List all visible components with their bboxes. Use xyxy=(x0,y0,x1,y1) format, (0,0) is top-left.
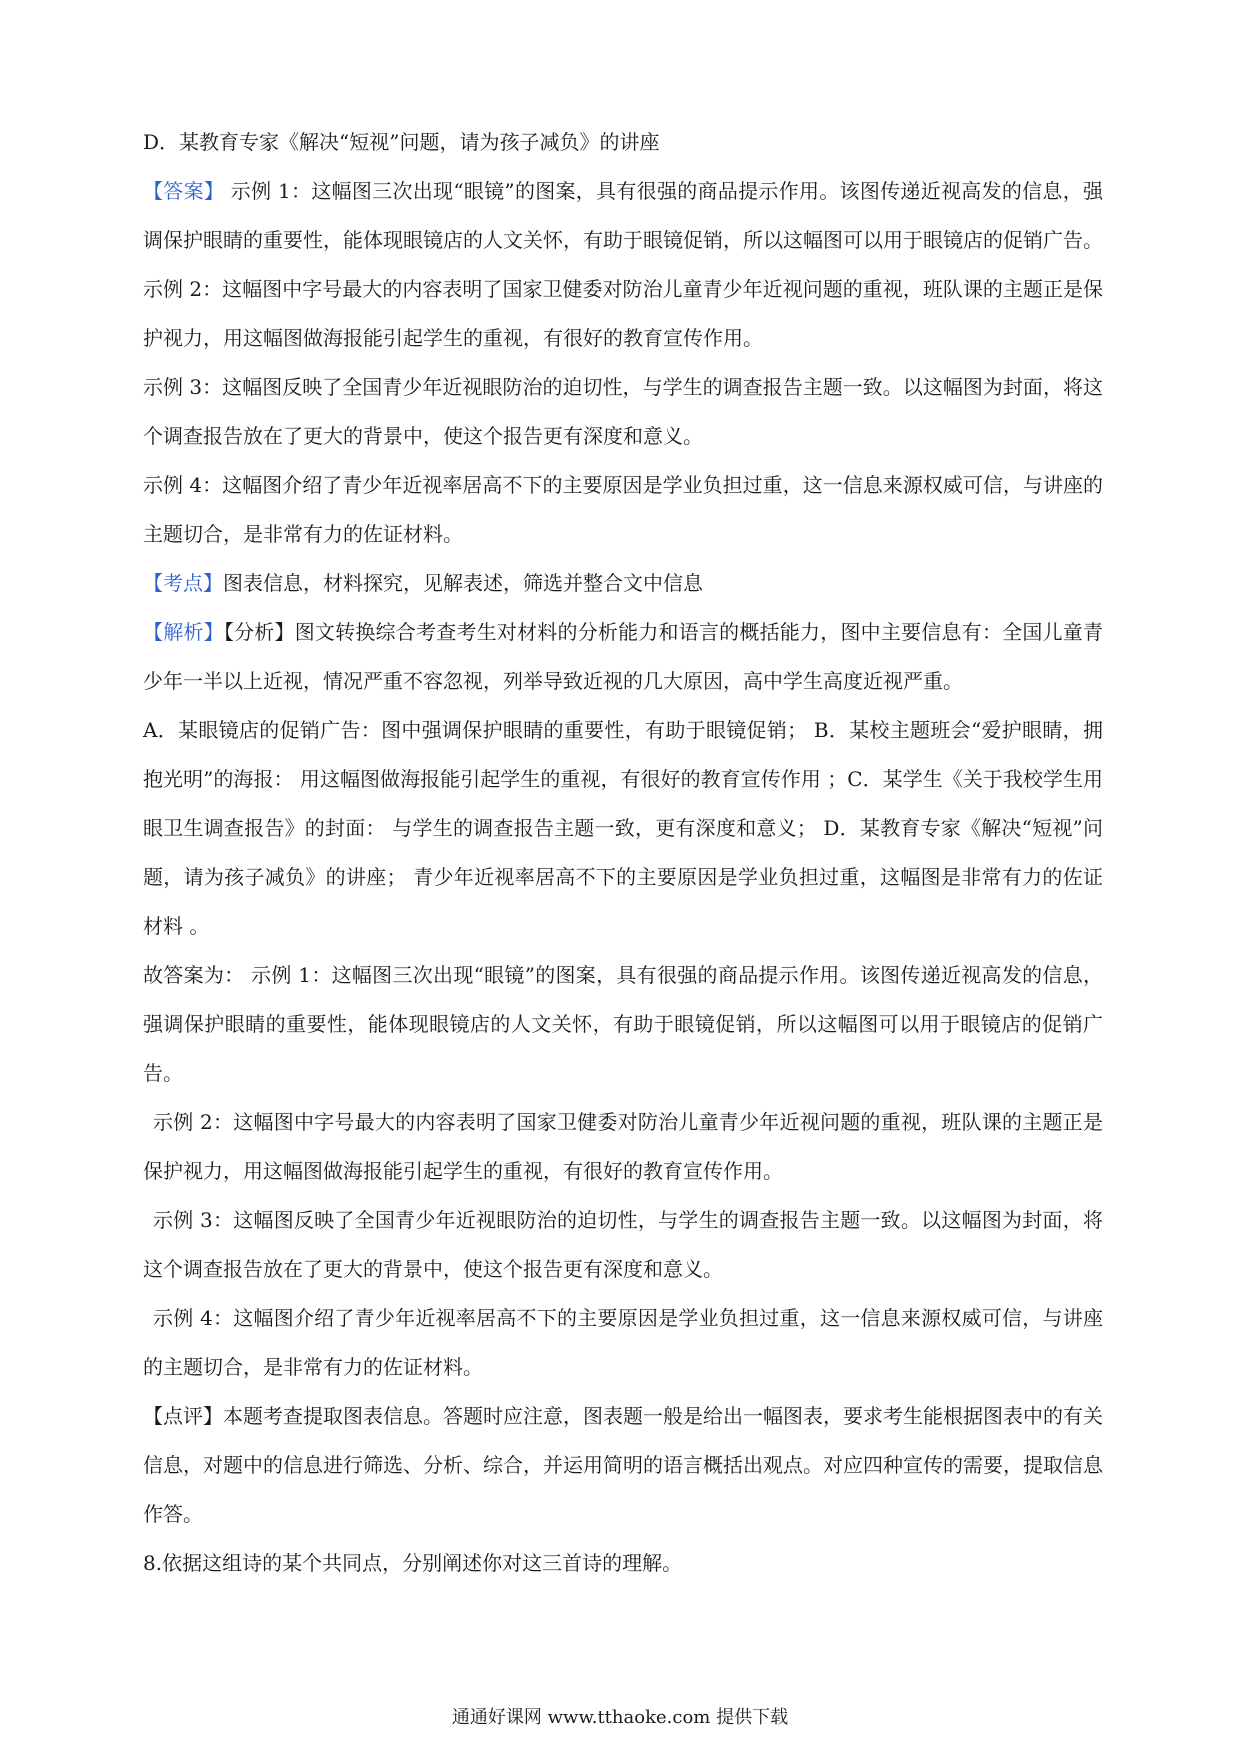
answer-paragraph-1 xyxy=(143,167,1103,265)
conclusion-paragraph-3 xyxy=(143,1196,1103,1294)
question-8 xyxy=(143,1539,1103,1588)
conclusion-example-2: 示例 2：这幅图中字号最大的内容表明了国家卫健委对防治儿童青少年近视问题的重视，班队课的主题正是保护视力，用这幅图做海报能引起学生的重视，有很好的教育宣传作用。 xyxy=(143,1110,1103,1183)
analysis-options-paragraph xyxy=(143,706,1103,951)
option-d-text: D．某教育专家《解决“短视”问题，请为孩子减负》的讲座 xyxy=(143,130,660,154)
kaodian-text: 图表信息，材料探究，见解表述，筛选并整合文中信息 xyxy=(223,571,703,595)
jiexi-paragraph xyxy=(143,608,1103,706)
conclusion-example-1: 故答案为： 示例 1：这幅图三次出现“眼镜”的图案，具有很强的商品提示作用。该图传递近视高发的信息，强调保护眼睛的重要性，能体现眼镜店的人文关怀，有助于眼镜促销，所以这幅图可以用于眼镜店的促销广告。 xyxy=(143,963,1103,1085)
analysis-options-text: A．某眼镜店的促销广告：图中强调保护眼睛的重要性，有助于眼镜促销； B．某校主题班会“爱护眼睛，拥抱光明”的海报： 用这幅图做海报能引起学生的重视，有很好的教育宣传作用 ；C．某学生《关于我校学生用眼卫生调查报告》的封面： 与学生的调查报告主题一致，更有深度和意义； D．某教育专家《解决“短视”问题，请为孩子减负》的讲座； 青少年近视率居高不下的主要原因是学业负担过重，这幅图是非常有力的佐证材料 。 xyxy=(143,718,1103,938)
option-d-line xyxy=(143,118,1103,167)
answer-example-3: 示例 3：这幅图反映了全国青少年近视眼防治的迫切性，与学生的调查报告主题一致。以这幅图为封面，将这个调查报告放在了更大的背景中，使这个报告更有深度和意义。 xyxy=(143,375,1103,448)
conclusion-paragraph-1 xyxy=(143,951,1103,1098)
conclusion-example-4: 示例 4：这幅图介绍了青少年近视率居高不下的主要原因是学业负担过重，这一信息来源权威可信，与讲座的主题切合，是非常有力的佐证材料。 xyxy=(143,1306,1103,1379)
dianping-paragraph xyxy=(143,1392,1103,1539)
answer-example-4: 示例 4：这幅图介绍了青少年近视率居高不下的主要原因是学业负担过重，这一信息来源权威可信，与讲座的主题切合，是非常有力的佐证材料。 xyxy=(143,473,1103,546)
jiexi-tag: 【解析】 xyxy=(143,620,224,644)
conclusion-example-3: 示例 3：这幅图反映了全国青少年近视眼防治的迫切性，与学生的调查报告主题一致。以这幅图为封面，将这个调查报告放在了更大的背景中，使这个报告更有深度和意义。 xyxy=(143,1208,1103,1281)
dianping-text: 【点评】本题考查提取图表信息。答题时应注意，图表题一般是给出一幅图表，要求考生能根据图表中的有关信息，对题中的信息进行筛选、分析、综合，并运用简明的语言概括出观点。对应四种宣传的需要，提取信息作答。 xyxy=(143,1404,1103,1526)
answer-example-1: 示例 1：这幅图三次出现“眼镜”的图案，具有很强的商品提示作用。该图传递近视高发的信息，强调保护眼睛的重要性，能体现眼镜店的人文关怀，有助于眼镜促销，所以这幅图可以用于眼镜店的促销广告。 xyxy=(143,179,1104,252)
question-8-text: 8.依据这组诗的某个共同点，分别阐述你对这三首诗的理解。 xyxy=(143,1551,683,1575)
conclusion-paragraph-2 xyxy=(143,1098,1103,1196)
page-footer xyxy=(0,1706,1240,1730)
answer-paragraph-4 xyxy=(143,461,1103,559)
document-page xyxy=(143,118,1103,1588)
answer-paragraph-2 xyxy=(143,265,1103,363)
answer-tag: 【答案】 xyxy=(143,179,225,203)
jiexi-text: 【分析】图文转换综合考查考生对材料的分析能力和语言的概括能力，图中主要信息有：全国儿童青少年一半以上近视，情况严重不容忽视，列举导致近视的几大原因，高中学生高度近视严重。 xyxy=(143,620,1104,693)
kaodian-paragraph xyxy=(143,559,1103,608)
answer-paragraph-3 xyxy=(143,363,1103,461)
footer-text: 通通好课网 www.tthaoke.com 提供下载 xyxy=(451,1707,789,1728)
conclusion-paragraph-4 xyxy=(143,1294,1103,1392)
answer-example-2: 示例 2：这幅图中字号最大的内容表明了国家卫健委对防治儿童青少年近视问题的重视，班队课的主题正是保护视力，用这幅图做海报能引起学生的重视，有很好的教育宣传作用。 xyxy=(143,277,1103,350)
kaodian-tag: 【考点】 xyxy=(143,571,223,595)
